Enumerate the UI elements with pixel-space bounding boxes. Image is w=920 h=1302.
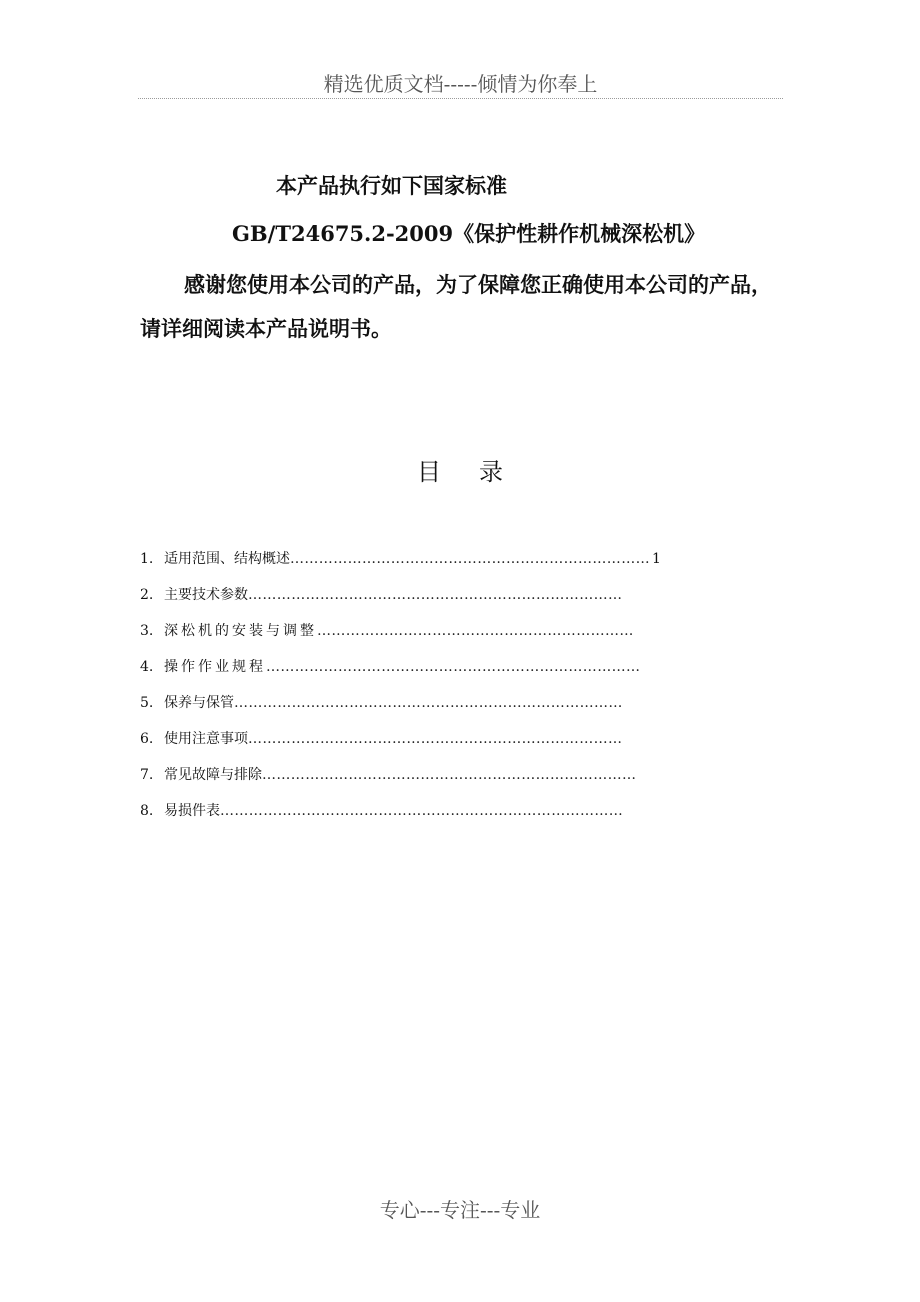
toc-number: 3. <box>140 623 154 639</box>
toc-leader: ………………………………………………………… <box>317 623 634 639</box>
toc-number: 1. <box>140 551 154 567</box>
toc-label: 保养与保管 <box>164 695 234 711</box>
toc-page-number: 1 <box>652 551 661 567</box>
toc-label: 主要技术参数 <box>164 587 248 603</box>
toc-number: 6. <box>140 731 154 747</box>
header-text: 精选优质文档-----倾情为你奉上 <box>323 72 598 96</box>
toc-leader: …………………………………………………………………… <box>248 587 623 603</box>
toc-number: 7. <box>140 767 154 783</box>
toc-item-3[interactable] <box>140 617 661 653</box>
page-header <box>138 64 783 99</box>
toc-label: 深松机的安装与调整 <box>164 623 317 639</box>
page-footer: 专心---专注---专业 <box>379 1198 541 1222</box>
toc-item-4[interactable] <box>140 653 661 689</box>
toc-number: 8. <box>140 803 154 819</box>
table-of-contents <box>140 545 661 833</box>
toc-label: 适用范围、结构概述 <box>164 551 290 567</box>
standard-code: GB/T24675.2-2009《保护性耕作机械深松机》 <box>232 221 706 246</box>
toc-number: 4. <box>140 659 154 675</box>
toc-number: 2. <box>140 587 154 603</box>
toc-number: 5. <box>140 695 154 711</box>
toc-leader: ………………………………………………………………………… <box>220 803 624 819</box>
toc-item-1[interactable] <box>140 545 661 581</box>
toc-item-8[interactable] <box>140 797 661 833</box>
toc-leader: …………………………………………………………………… <box>262 767 637 783</box>
toc-leader: ………………………………………………………………… <box>290 551 650 567</box>
toc-item-5[interactable] <box>140 689 661 725</box>
standard-title: 本产品执行如下国家标准 <box>276 173 507 198</box>
toc-leader: ……………………………………………………………………… <box>234 695 623 711</box>
toc-label: 使用注意事项 <box>164 731 248 747</box>
toc-leader: …………………………………………………………………… <box>248 731 623 747</box>
toc-label: 易损件表 <box>164 803 220 819</box>
toc-item-2[interactable] <box>140 581 661 617</box>
toc-item-7[interactable] <box>140 761 661 797</box>
toc-leader: …………………………………………………………………… <box>266 659 641 675</box>
toc-label: 操作作业规程 <box>164 659 266 675</box>
toc-label: 常见故障与排除 <box>164 767 262 783</box>
toc-title: 目录 <box>417 458 541 486</box>
intro-paragraph: 感谢您使用本公司的产品，为了保障您正确使用本公司的产品，请详细阅读本产品说明书。 <box>140 272 772 341</box>
toc-item-6[interactable] <box>140 725 661 761</box>
